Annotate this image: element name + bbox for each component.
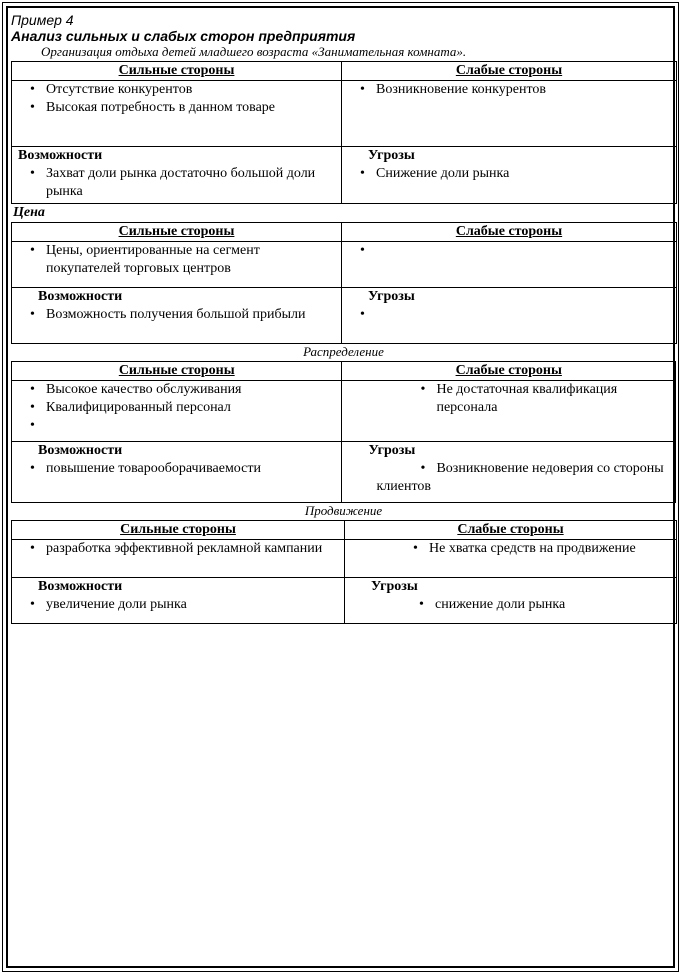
document-title: Анализ сильных и слабых сторон предприятия (11, 28, 356, 44)
list-item: • увеличение доли рынка (16, 596, 340, 614)
list-item: • Не хватка средств на продвижение (349, 540, 672, 558)
example-number: Пример 4 (11, 12, 74, 28)
swot-table-price (11, 222, 677, 344)
list-item: • Высокая потребность в данном товаре (16, 99, 337, 117)
strengths-header: Сильные стороны (12, 521, 345, 540)
list-item: • Снижение доли рынка (346, 165, 672, 183)
threats-cell (345, 578, 677, 624)
opportunities-header: Возможности (38, 443, 123, 458)
weaknesses-cell (342, 81, 677, 147)
opportunities-cell (12, 288, 342, 344)
strengths-header: Сильные стороны (12, 362, 342, 381)
threats-header: Угрозы (368, 443, 416, 458)
threats-header: Угрозы (368, 148, 415, 163)
section-label-price: Цена (13, 205, 45, 220)
list-item: • разработка эффективной рекламной кампании (16, 540, 340, 558)
threats-cell (342, 288, 677, 344)
list-item: • Цены, ориентированные на сегмент покупателей торговых центров (16, 242, 337, 278)
list-item (346, 306, 672, 324)
document-content (11, 12, 676, 624)
opportunities-cell (12, 442, 342, 503)
section-label-promotion: Продвижение (304, 503, 383, 518)
threats-cell (342, 147, 677, 204)
list-item: • Возникновение конкурентов (346, 81, 672, 99)
list-item: • повышение товарооборачиваемости (16, 460, 337, 478)
weaknesses-header: Слабые стороны (342, 362, 676, 381)
list-item: • снижение доли рынка (349, 596, 672, 614)
weaknesses-header: Слабые стороны (342, 223, 677, 242)
strengths-cell (12, 540, 345, 578)
list-item: • Высокое качество обслуживания (16, 381, 337, 399)
list-item (16, 417, 337, 435)
threats-cell (342, 442, 676, 503)
document-subtitle: Организация отдыха детей младшего возраста «Занимательная комната». (41, 44, 467, 59)
list-item: • Возможность получения большой прибыли (16, 306, 337, 324)
list-item: • Захват доли рынка достаточно большой доли рынка (16, 165, 337, 201)
opportunities-header: Возможности (38, 579, 123, 594)
weaknesses-header: Слабые стороны (345, 521, 677, 540)
threats-header: Угрозы (368, 289, 415, 304)
section-label-distribution: Распределение (303, 344, 384, 359)
opportunities-header: Возможности (18, 148, 103, 163)
swot-table-distribution (11, 361, 676, 503)
opportunities-cell (12, 147, 342, 204)
swot-table-promotion (11, 520, 677, 624)
weaknesses-cell (345, 540, 677, 578)
list-item (346, 242, 672, 260)
opportunities-header: Возможности (38, 289, 123, 304)
weaknesses-cell (342, 242, 677, 288)
strengths-cell (12, 81, 342, 147)
opportunities-cell (12, 578, 345, 624)
list-item: • Квалифицированный персонал (16, 399, 337, 417)
list-item: • Возникновение недоверия со стороны клиентов (346, 460, 671, 496)
strengths-header: Сильные стороны (12, 62, 342, 81)
threats-header: Угрозы (371, 579, 418, 594)
weaknesses-header: Слабые стороны (342, 62, 677, 81)
strengths-header: Сильные стороны (12, 223, 342, 242)
weaknesses-cell (342, 381, 676, 442)
strengths-cell (12, 381, 342, 442)
list-item: • Не достаточная квалификация персонала (406, 381, 671, 417)
swot-table-general (11, 61, 677, 204)
strengths-cell (12, 242, 342, 288)
list-item: • Отсутствие конкурентов (16, 81, 337, 99)
